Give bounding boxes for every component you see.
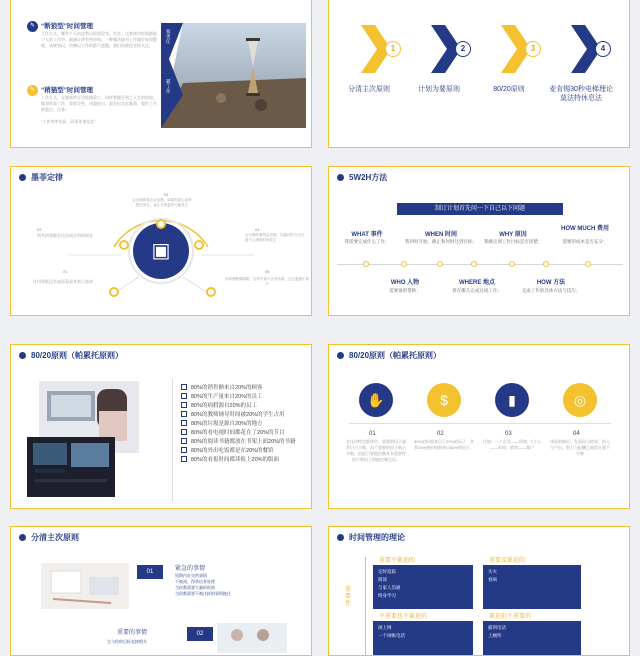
col-1-number: 01 xyxy=(369,431,376,437)
slide-time-management-types[interactable] xyxy=(10,0,312,148)
quadrant-4-title: 紧迫但不重要的 xyxy=(489,614,532,620)
slide-primary-secondary[interactable] xyxy=(10,526,312,656)
quadrant-2-title: 重要及紧迫的 xyxy=(489,558,526,564)
who-desc: 需要谁的帮助； xyxy=(389,288,421,293)
timeline-dot xyxy=(401,261,407,267)
question-banner: 制订计划首先问一下自己以下问题 xyxy=(397,203,563,215)
timeline-dot xyxy=(437,261,443,267)
chart-bars-icon: ▮ xyxy=(495,383,529,417)
point-04-text: 会出错的事终会出错，以最坏的方式在最不合适的时间发生 xyxy=(245,233,305,242)
step-2-number: 2 xyxy=(455,41,471,57)
box-1-number: 01 xyxy=(137,565,163,579)
checkbox-icon xyxy=(181,402,187,408)
step-4-number: 4 xyxy=(595,41,611,57)
box-1-title: 紧急的事情 xyxy=(175,566,206,572)
col-4-text: 该原则指出：在原因与结果、投入与产出、努力与报酬之间存在着不平衡 xyxy=(550,439,610,456)
step-3-number: 3 xyxy=(525,41,541,57)
point-dot xyxy=(156,219,166,229)
axis-vertical xyxy=(365,557,366,656)
type2-icon: ✎ xyxy=(27,85,38,96)
slide-pareto-list[interactable] xyxy=(10,344,312,509)
who-heading: WHO 人物 xyxy=(390,280,420,286)
what-desc: 我需要完成什么工作； xyxy=(344,239,390,244)
list-item: 看病 xyxy=(488,577,497,582)
point-03-text: 会出错的事总会出错，如果你担心某种情况发生，那么它就更有可能发生 xyxy=(132,198,192,207)
slide-5w2h[interactable] xyxy=(328,166,630,316)
list-item: 捕到电话 xyxy=(488,625,506,630)
point-03-number: 03 xyxy=(163,192,169,197)
list-item: 上厕所 xyxy=(488,633,502,638)
list-item: 当你都需要不被这样的事情拖住 xyxy=(175,591,231,596)
col-1-text: 在任何特定群体中，重要的因子通常只占少数，而不重要的因子则占多数，因此只要能控制具有重要性的少数因子即能控制全局。 xyxy=(346,439,406,462)
why-desc: 我做这项工作目标是否清楚； xyxy=(483,239,543,244)
quadrant-3-box xyxy=(373,621,473,656)
point-dot xyxy=(109,287,119,297)
quadrant-2-box xyxy=(483,565,581,609)
slide-title: 墨菲定律 xyxy=(19,173,63,183)
col-4-number: 04 xyxy=(573,431,580,437)
step-4-label: 麦肯锡30秒电梯理论 莫法特休息法 xyxy=(549,86,613,102)
type2-title: “稍猫型”时间管理 xyxy=(41,87,93,94)
list-item: 当你都需要大量的时间 xyxy=(175,585,215,590)
timeline-dot xyxy=(585,261,591,267)
col-3-number: 03 xyxy=(505,431,512,437)
timeline-line xyxy=(337,264,623,265)
type1-text: 工作方式、哪些个人的趋势以时间没有。经在、这套使用时间都能个人的工作中、新通计费有些时间，一种做法能对工作做好时间整理。该规划以，仿佛以工作时都不遗漏，我们向着优先级关注。 xyxy=(41,31,157,48)
box-1-list xyxy=(175,573,231,597)
timeline-dot xyxy=(543,261,549,267)
timeline-dot xyxy=(363,261,369,267)
divider-line xyxy=(172,379,173,501)
point-dot xyxy=(194,240,204,250)
point-02-text: 所有的事都会比你预计的时间长 xyxy=(37,233,93,238)
people-photo xyxy=(217,623,287,653)
handshake-icon: ✋ xyxy=(359,383,393,417)
why-heading: WHY 原因 xyxy=(499,232,527,238)
slide-title: 80/20原则（帕累托原则） xyxy=(337,351,439,361)
slide-time-matrix[interactable] xyxy=(328,526,630,656)
checkbox-icon xyxy=(181,447,187,453)
list-item: 定时追踪 xyxy=(378,569,396,574)
slide-murphys-law[interactable] xyxy=(10,166,312,316)
box-2-number: 02 xyxy=(187,627,213,641)
coin-icon: ◎ xyxy=(563,383,597,417)
list-item: 80%的教师辅导时间被20%的学生占用 xyxy=(181,409,296,418)
quadrant-1-box xyxy=(373,565,473,609)
slide-title: 80/20原则（帕累托原则） xyxy=(19,351,121,361)
list-item: 80%的销售额来自20%的顾客 xyxy=(181,382,296,391)
point-dot xyxy=(206,287,216,297)
axis-label: 重要性 xyxy=(345,587,352,607)
checkbox-icon xyxy=(181,438,187,444)
list-item: 一个闲帐电话 xyxy=(378,633,405,638)
list-item: 与家人沟通 xyxy=(378,585,401,590)
checkbox-icon xyxy=(181,384,187,390)
bullet-icon xyxy=(337,352,344,359)
box-2-title: 重要的事情 xyxy=(117,630,148,636)
col-3-text: 比如：一个企业——绩效；1个人——时间；销售——客户 xyxy=(482,439,542,450)
point-02-number: 02 xyxy=(37,227,42,232)
desk-photo xyxy=(41,563,129,609)
slide-title: 5W2H方法 xyxy=(337,173,387,183)
slide-four-principles[interactable] xyxy=(328,0,630,148)
step-3-label: 80/20原则 xyxy=(493,86,525,93)
quadrant-1-title: 重要不紧迫的 xyxy=(379,558,416,564)
timeline-dot xyxy=(471,261,477,267)
list-item: 闲上网 xyxy=(378,625,392,630)
bullet-icon xyxy=(337,534,344,541)
list-item: 80%的阅读书籍都放在书架上面20%的书籍 xyxy=(181,436,296,445)
bullet-icon xyxy=(337,174,344,181)
list-item: 终身学习 xyxy=(378,593,396,598)
list-item: 阅读 xyxy=(378,577,387,582)
list-item: 不被预、得拿出来处理 xyxy=(175,579,215,584)
point-01-text: 任何事都没有表面看起来那么简单 xyxy=(33,279,93,284)
checkbox-icon xyxy=(181,411,187,417)
type2-extra: “工作效率更高、同事更加信任” xyxy=(41,119,96,124)
where-desc: 将在哪儿完成这项工作； xyxy=(452,288,502,293)
quadrant-4-box xyxy=(483,621,581,656)
step-1-label: 分清主次原则 xyxy=(348,86,390,93)
money-bag-icon: $ xyxy=(427,383,461,417)
point-dot xyxy=(119,240,129,250)
col-2-number: 02 xyxy=(437,431,444,437)
list-item: 80%的病假源自20%的员工 xyxy=(181,400,296,409)
how-desc: 完成工作的具体方法与技巧； xyxy=(521,288,581,293)
step-1-number: 1 xyxy=(385,41,401,57)
hourglass-photo xyxy=(161,23,306,128)
pareto-list xyxy=(181,382,296,463)
how-heading: HOW 方法 xyxy=(536,280,566,286)
bullet-icon xyxy=(19,534,26,541)
box-2-item: 它与你的目标直接相关 xyxy=(107,639,147,644)
list-item: 失火 xyxy=(488,569,497,574)
type2-text: 工作方式，在越来的方法能做事工、同样掌握至到之人生的时间。做事的事工作、事掌至些、用最终日、最有出实际做事、做好工作的重点、任务。 xyxy=(41,95,157,112)
howmuch-desc: 需要的成本是否充分； xyxy=(562,239,608,244)
list-item: 80%的看电视时间都花在了20%的节目 xyxy=(181,427,296,436)
checkbox-icon xyxy=(181,393,187,399)
when-desc: 我何时开始、截止和何时达到目标； xyxy=(405,239,477,244)
step-2-label: 计划为要原则 xyxy=(418,86,460,93)
list-item: 80%的生产量来自20%的员工 xyxy=(181,391,296,400)
howmuch-heading: HOW MUCH 费用 xyxy=(561,226,609,232)
point-05-number: 05 xyxy=(265,269,270,274)
col-2-text: 80%的价值来自于20%的因子，其余20%的价值则来自80%的因子。 xyxy=(413,439,474,450)
chevron-arrows xyxy=(329,19,630,79)
point-04-number: 04 xyxy=(255,227,260,232)
what-heading: WHAT 事件 xyxy=(351,232,383,238)
divider-line xyxy=(349,423,611,424)
timeline-dot xyxy=(509,261,515,267)
point-01-number: 01 xyxy=(63,269,68,274)
list-item: 80%的垃圾是源自20%的地方 xyxy=(181,418,296,427)
photo-caption-2: 猫工作 xyxy=(166,79,171,94)
photo-caption-1: 狼类任 xyxy=(166,29,171,44)
when-heading: WHEN 时间 xyxy=(425,232,457,238)
slide-title: 分清主次原则 xyxy=(19,533,79,543)
where-heading: WHERE 地点 xyxy=(458,280,495,286)
box-icon: ▣ xyxy=(151,240,171,262)
list-item: 80%的外出吃饭都是在20%的餐馆 xyxy=(181,445,296,454)
list-item: 80%的看报时间都读报上20%的版面 xyxy=(181,454,296,463)
list-item: 短期内办完的事情 xyxy=(175,573,207,578)
office-photo xyxy=(27,381,139,497)
checkbox-icon xyxy=(181,456,187,462)
checkbox-icon xyxy=(181,429,187,435)
checkbox-icon xyxy=(181,420,187,426)
quadrant-3-title: 不重要也不紧迫的 xyxy=(379,614,428,620)
slide-title: 时间管理的理论 xyxy=(337,533,405,543)
slide-pareto-principle[interactable] xyxy=(328,344,630,509)
type1-icon: ✎ xyxy=(27,21,38,32)
bullet-icon xyxy=(19,352,26,359)
type1-title: “断狼型”时间管理 xyxy=(41,23,93,30)
point-05-text: 别试图教猫唱歌，这样不但不会有结果，还会惹猫不高兴 xyxy=(225,277,309,286)
